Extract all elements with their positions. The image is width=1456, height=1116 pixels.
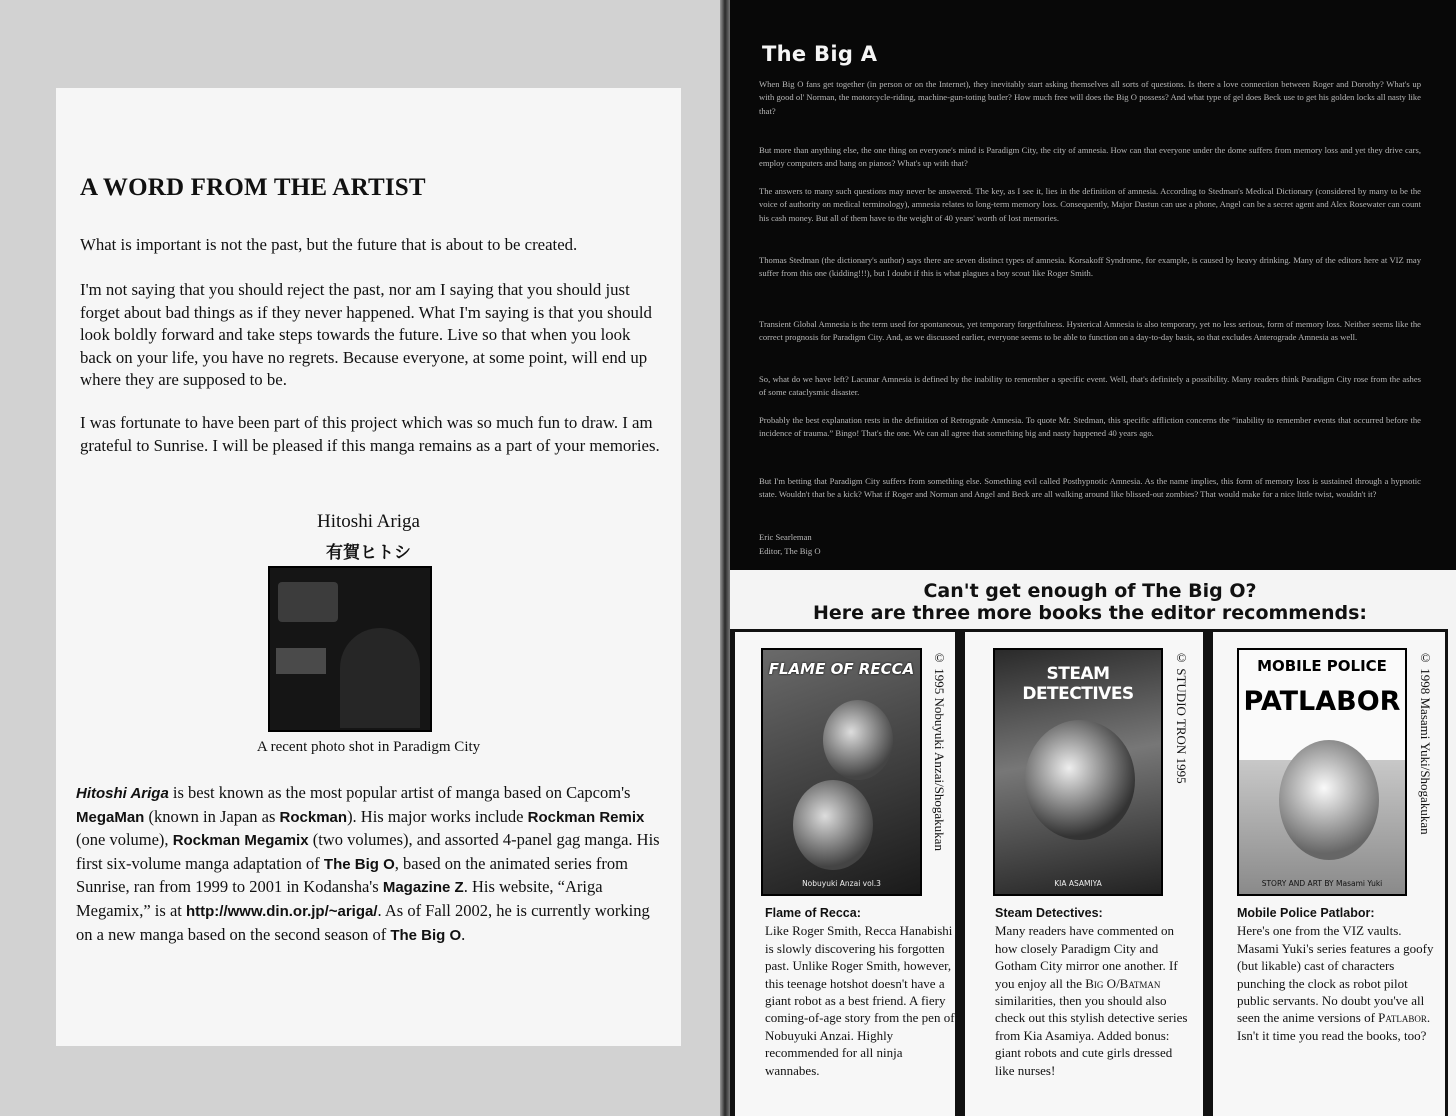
bio-bold: Rockman Megamix — [172, 832, 309, 850]
book-description — [1237, 905, 1435, 1044]
artist-signature-japanese: 有賀ヒトシ — [326, 543, 411, 563]
cover-title: MOBILE POLICE — [1257, 657, 1387, 675]
bio-bold: The Big O — [390, 926, 462, 944]
book-desc-text: Like Roger Smith, Recca Hanabishi is slowly discovering his forgotten past. Unlike Roger Smith, however, this teenage hotshot doesn't have a giant robot as a best friend. A fiery coming-of-age story from the pen of Nobuyuki Anzai. Highly recommended for all ninja wannabes. — [765, 923, 955, 1078]
book-desc-smallcaps: Patlabor — [1378, 1010, 1427, 1026]
book-title: Mobile Police Patlabor: — [1237, 906, 1375, 920]
artist-note-panel — [56, 88, 681, 1046]
editor-paragraph: Thomas Stedman (the dictionary's author) says there are seven distinct types of amnesia. Korsakoff Syndrome, for example, is caused by heavy drinking. Many of the editors here at VIZ may suffer from this one (kidding!!!), but I doubt if this is what plagues a boy scout like Roger Smith. — [759, 255, 1421, 279]
cover-title: STEAM DETECTIVES — [1022, 664, 1134, 704]
bio-text: ). His major works include — [347, 806, 528, 826]
editor-paragraph: When Big O fans get together (in person or on the Internet), they inevitably start asking themselves all sorts of questions. Is there a love connection between Roger and Dorothy? What's up with good ol' Norman, the motorcycle-riding, machine-gun-toting butler? How much free will does the Big O possess? And what type of gel does Beck use to get his golden locks all nasty like that? — [759, 79, 1421, 116]
editor-signature — [759, 530, 821, 558]
photo-figure — [340, 628, 420, 728]
copyright-credit: © STUDIO TRON 1995 — [1174, 650, 1189, 784]
artist-photo — [268, 566, 432, 732]
book-desc-text: similarities, then you should also check out this stylish detective series from Kia Asamiya. Added bonus: giant robots and cute girls dressed like nurses! — [995, 993, 1188, 1078]
book-title: Steam Detectives: — [995, 906, 1103, 920]
book-card-flame-of-recca — [732, 632, 958, 1116]
book-title: Flame of Recca: — [765, 906, 861, 920]
editor-column — [730, 0, 1456, 570]
cover-subtitle: Nobuyuki Anzai vol.3 — [802, 879, 881, 888]
book-cover — [993, 648, 1163, 896]
cover-art-figure — [1025, 720, 1135, 840]
recommendations-heading — [724, 580, 1456, 624]
artist-note-paragraph: I was fortunate to have been part of this project which was so much fun to draw. I am grateful to Sunrise. I will be pleased if this manga remains as a part of your memories. — [80, 413, 660, 455]
book-recommendations — [730, 629, 1448, 1116]
editor-paragraph: But more than anything else, the one thing on everyone's mind is Paradigm City, the city of amnesia. How can that everyone under the dome suffers from memory loss and yet they drive cars, employ computers and bang on pianos? What's up with that? — [759, 145, 1421, 169]
bio-bold: Rockman Remix — [527, 808, 645, 826]
copyright-credit: © 1998 Masami Yuki/Shogakukan — [1418, 650, 1433, 835]
bio-name: Hitoshi Ariga — [76, 785, 169, 802]
artist-note-paragraph: What is important is not the past, but the future that is about to be created. — [80, 235, 578, 254]
bio-text: . His website, “Ariga Megamix,” is at — [76, 877, 603, 920]
cover-title: FLAME OF RECCA — [768, 660, 915, 678]
book-cover — [761, 648, 922, 896]
artist-note-paragraph: I'm not saying that you should reject the past, nor am I saying that you should just forget about bad things as if they never happened. What I'm saying is that you should look boldly forward and take steps towards the future. Live so that when you look back on your life, you have no regrets. Because everyone, at some point, will end up where they are supposed to be. — [80, 280, 652, 389]
artist-note-heading: A WORD FROM THE ARTIST — [80, 174, 426, 201]
right-page — [724, 0, 1456, 1116]
book-desc-text: . Isn't it time you read the books, too? — [1237, 1010, 1431, 1043]
book-cover — [1237, 648, 1407, 896]
book-description — [995, 905, 1191, 1079]
copyright-credit: © 1995 Nobuyuki Anzai/Shogakukan — [932, 650, 947, 851]
bio-text: . — [461, 924, 466, 944]
artist-signature: Hitoshi Ariga — [317, 511, 420, 532]
photo-shape — [278, 582, 338, 622]
book-desc-text: Here's one from the VIZ vaults. Masami Yuki's series features a goofy (but likable) cast of characters punching the clock as robot pilot public servants. No doubt you've all seen the anime versions of — [1237, 923, 1434, 1026]
cover-subtitle: STORY AND ART BY Masami Yuki — [1261, 879, 1383, 888]
bio-bold: The Big O — [323, 855, 395, 873]
left-page — [0, 0, 724, 1116]
editor-paragraph: Transient Global Amnesia is the term used for spontaneous, yet temporary forgetfulness. Hysterical Amnesia is also temporary, yet no less serious, form of memory loss. Neither seems like the correct prognosis for Paradigm City. And, as we discussed earlier, everyone seems to be able to function on a day-to-day basis, so that excludes Anterograde Amnesia as well. — [759, 319, 1421, 343]
book-card-steam-detectives — [962, 632, 1206, 1116]
recommendations-heading-line: Can't get enough of The Big O? — [923, 580, 1257, 602]
book-gutter — [720, 0, 730, 1116]
bio-text: (known in Japan as — [144, 806, 280, 826]
editor-name: Eric Searleman — [759, 532, 812, 542]
editor-paragraph: So, what do we have left? Lacunar Amnesia is defined by the inability to remember a specific event. Well, that's definitely a possibility. Many readers think Paradigm City rose from the ashes of some cataclysmic disaster. — [759, 374, 1421, 398]
bio-bold: Magazine Z — [382, 879, 464, 897]
bio-text: (one volume), — [76, 830, 173, 850]
photo-shape — [276, 648, 326, 674]
editor-column-title: The Big A — [762, 42, 878, 66]
recommendations-heading-line: Here are three more books the editor recommends: — [812, 602, 1368, 624]
cover-subtitle: KIA ASAMIYA — [1054, 879, 1102, 888]
bio-text: , based on the animated series from Sunrise, ran from 1999 to 2001 in Kodansha's — [76, 853, 628, 897]
editor-paragraph: Probably the best explanation rests in the definition of Retrograde Amnesia. To quote Mr. Stedman, this specific affliction concerns the “inability to remember events that occurred before the incidence of trauma.” Bingo! That's the one. We can all agree that something big and nasty happened 40 years ago. — [759, 415, 1421, 439]
book-card-patlabor — [1210, 632, 1448, 1116]
book-desc-smallcaps: Big O/Batman — [1085, 975, 1161, 991]
bio-bold: Rockman — [279, 808, 348, 826]
bio-text: . As of Fall 2002, he is currently working on a new manga based on the second season of — [76, 900, 650, 944]
editor-paragraph: But I'm betting that Paradigm City suffers from something else. Something evil called Posthypnotic Amnesia. As the name implies, this form of memory loss is sustained through a hypnotic state. Wouldn't that be a kick? What if Roger and Norman and Angel and Beck are all walking around like blissed-out zombies? That would make for a nice little twist, wouldn't it? — [759, 476, 1421, 500]
book-description — [765, 905, 955, 1079]
photo-caption: A recent photo shot in Paradigm City — [256, 739, 481, 755]
bio-bold: MegaMan — [76, 808, 145, 826]
cover-art-figure — [823, 700, 893, 780]
cover-art-figure — [793, 780, 873, 870]
cover-art-figure — [1279, 740, 1379, 860]
editor-paragraph: The answers to many such questions may never be answered. The key, as I see it, lies in the definition of amnesia. According to Stedman's Medical Dictionary (considered by many to be the voice of authority on medical terminology), amnesia relates to long-term memory loss. Consequently, Major Dastun can use a phone, Angel can be a secret agent and Alex Rosewater can count his cash money. But all of them have to the weight of 40 years' worth of lost memories. — [759, 186, 1421, 223]
artist-bio — [76, 782, 662, 947]
book-desc-text: Many readers have commented on how closely Paradigm City and Gotham City mirror one another. If you enjoy all the — [995, 923, 1178, 991]
editor-title: Editor, The Big O — [759, 546, 821, 556]
bio-text: (two volumes), and assorted 4-panel gag manga. His first six-volume manga adaptation of — [76, 830, 660, 873]
bio-text: is best known as the most popular artist of manga based on Capcom's — [168, 783, 631, 802]
cover-title-large: PATLABOR — [1243, 686, 1401, 717]
bio-url: http://www.din.or.jp/~ariga/ — [185, 902, 378, 920]
